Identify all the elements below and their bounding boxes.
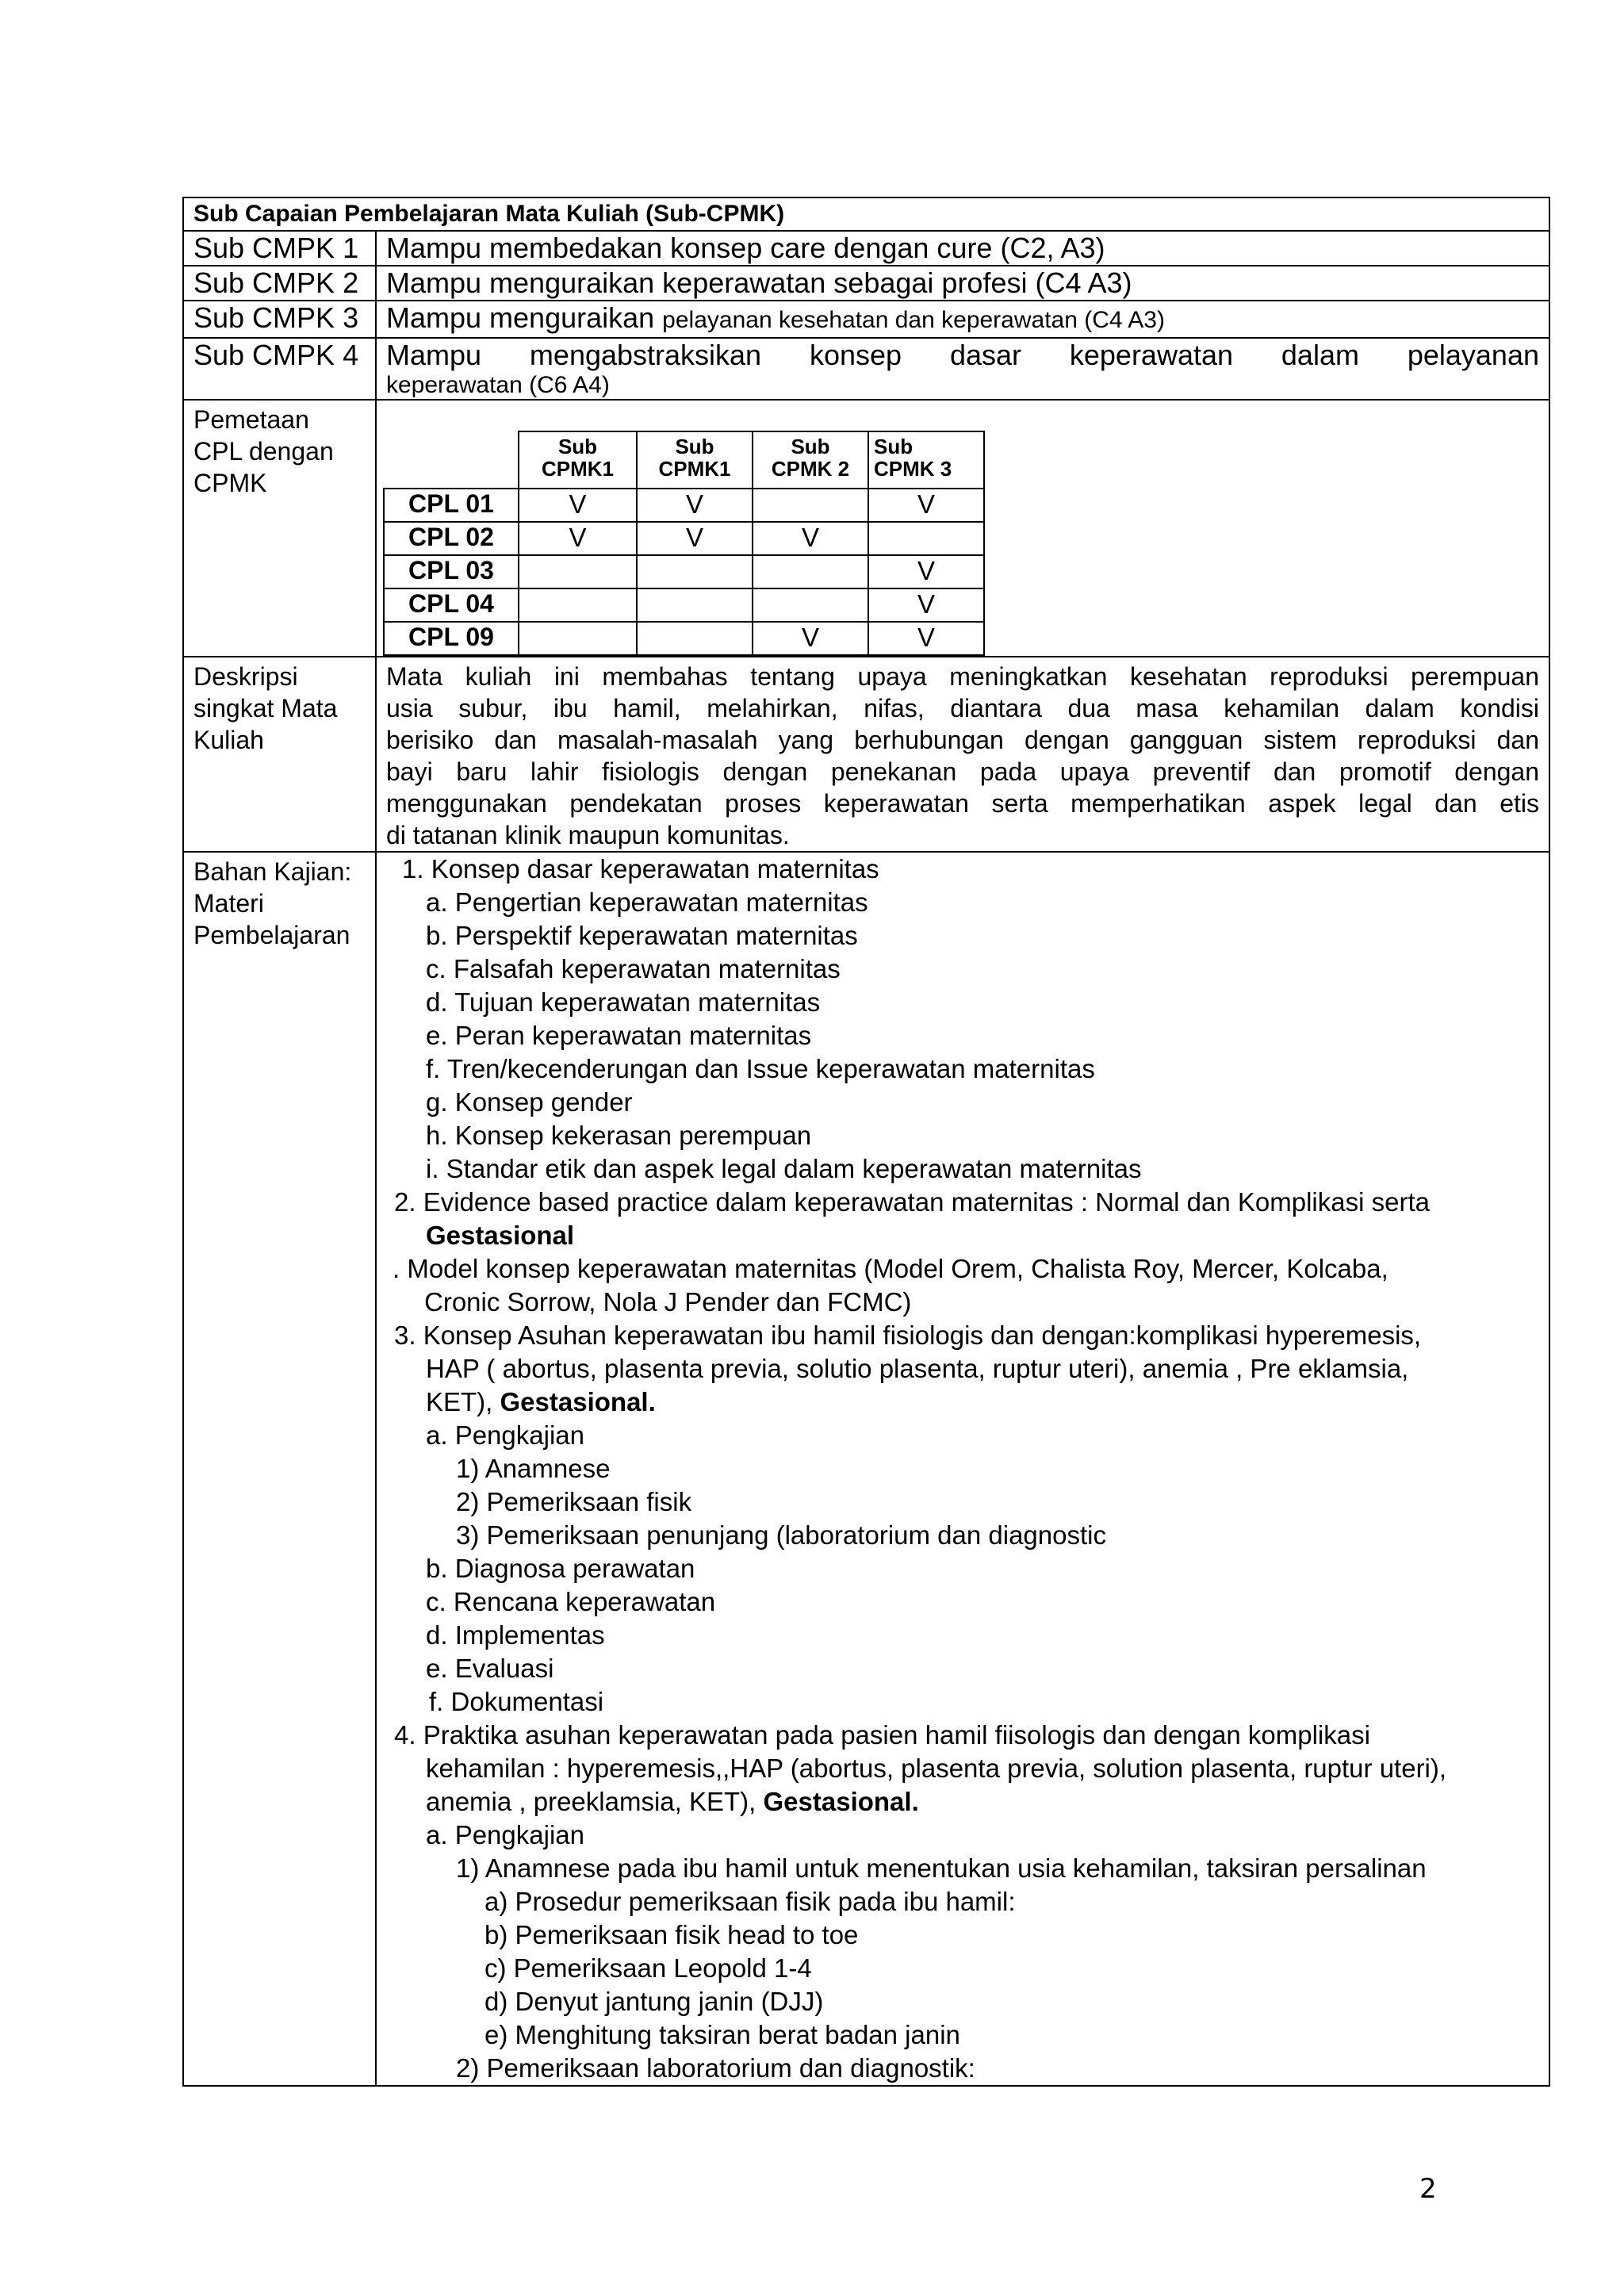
materi-item: Gestasional [426,1221,575,1250]
mapping-col-header: Sub CPMK 2 [753,431,868,489]
mapping-corner [384,431,519,489]
page-number: 2 [1419,2173,1437,2205]
materi-item: c. Rencana keperawatan [426,1587,716,1616]
desc-line: menggunakan pendekatan proses keperawatan serta memperhatikan aspek legal dan etis [386,789,1539,818]
mapping-col-header: Sub CPMK1 [637,431,753,489]
sub-cmpk-text-a: Mampu menguraikan [386,301,663,334]
rps-table [182,197,1550,2087]
sub-cmpk-row [183,338,1549,400]
materi-item: d) Denyut jantung janin (DJJ) [485,1987,824,2016]
deskripsi-text [376,657,1549,852]
materi-item: b) Pemeriksaan fisik head to toe [485,1920,859,1949]
sub-cmpk-row [183,231,1549,266]
label-line: Pembelajaran [193,921,350,949]
mapping-cell [519,622,637,655]
mapping-row [384,622,984,655]
bahan-row [183,852,1549,2086]
materi-item: Cronic Sorrow, Nola J Pender dan FCMC) [424,1287,912,1317]
materi-item: e. Evaluasi [426,1654,554,1683]
materi-item: 2) Pemeriksaan fisik [456,1487,692,1516]
mapping-cell: V [637,522,753,555]
materi-item: HAP ( abortus, plasenta previa, solutio plasenta, ruptur uteri), anemia , Pre eklamsia, [426,1354,1409,1383]
materi-item: . Model konsep keperawatan maternitas (Model Orem, Chalista Roy, Mercer, Kolcaba, [393,1254,1388,1283]
sub-cmpk-label: Sub CMPK 1 [183,231,376,266]
materi-item: a. Pengkajian [426,1420,584,1450]
materi-item: 1) Anamnese pada ibu hamil untuk menentukan usia kehamilan, taksiran persalinan [456,1853,1427,1883]
materi-item: a. Pengkajian [426,1820,584,1849]
materi-item: e) Menghitung taksiran berat badan janin [485,2020,960,2049]
materi-item: b. Diagnosa perawatan [426,1554,695,1583]
materi-item: 1) Anamnese [456,1454,611,1483]
materi-item: e. Peran keperawatan maternitas [426,1021,812,1050]
desc-line: di tatanan klinik maupun komunitas. [386,821,790,849]
label-line: singkat Mata [193,694,338,723]
materi-item: c) Pemeriksaan Leopold 1-4 [485,1953,812,1983]
cpl-label: CPL 02 [384,522,519,555]
sub-cmpk-text: Mampu membedakan konsep care dengan cure (C2, A3) [376,231,1549,266]
document-page [182,197,1550,2087]
bahan-label [183,852,376,2086]
mapping-cell: V [519,489,637,522]
mapping-cell: V [753,522,868,555]
materi-item: a. Pengertian keperawatan maternitas [426,887,868,917]
materi-item: 2. Evidence based practice dalam keperawatan maternitas : Normal dan Komplikasi serta [394,1187,1430,1217]
pemetaan-label [183,400,376,657]
mapping-row [384,588,984,622]
mapping-col-header: Sub CPMK1 [519,431,637,489]
mapping-cell: V [519,522,637,555]
mapping-cell [868,522,984,555]
mapping-cell: V [753,622,868,655]
sub-cmpk-label: Sub CMPK 3 [183,301,376,338]
materi-item: kehamilan : hyperemesis,,HAP (abortus, plasenta previa, solution plasenta, ruptur uteri), [426,1754,1447,1783]
mapping-cell [753,588,868,622]
sub-cmpk-label: Sub CMPK 2 [183,266,376,301]
materi-item: d. Tujuan keperawatan maternitas [426,987,821,1017]
mapping-cell [637,588,753,622]
materi-item: a) Prosedur pemeriksaan fisik pada ibu hamil: [485,1887,1016,1916]
mapping-row [384,522,984,555]
mapping-table [383,431,985,656]
header-row [183,197,1549,231]
materi-item: d. Implementas [426,1620,605,1650]
materi-item: 1. Konsep dasar keperawatan maternitas [402,854,879,884]
mapping-cell [637,555,753,588]
label-line: Deskripsi [193,662,298,691]
cpl-label: CPL 03 [384,555,519,588]
mapping-cell: V [868,489,984,522]
label-line: Kuliah [193,726,264,754]
pemetaan-cell [376,400,1549,657]
materi-item: 4. Praktika asuhan keperawatan pada pasien hamil fiisologis dan dengan komplikasi [394,1720,1370,1750]
mapping-cell [753,489,868,522]
sub-cmpk-text-b: keperawatan (C6 A4) [386,372,610,398]
materi-item: c. Falsafah keperawatan maternitas [426,954,841,983]
materi-item: h. Konsep kekerasan perempuan [426,1121,812,1150]
mapping-cell: V [868,555,984,588]
materi-item: f. Tren/kecenderungan dan Issue keperawatan maternitas [426,1054,1095,1083]
materi-item: g. Konsep gender [426,1087,633,1117]
mapping-cell: V [868,588,984,622]
mapping-cell [519,555,637,588]
sub-cmpk-text [376,301,1549,338]
mapping-row [384,489,984,522]
label-line: Pemetaan [193,405,309,434]
desc-line: bayi baru lahir fisiologis dengan penekanan pada upaya preventif dan promotif dengan [386,757,1539,786]
pemetaan-row [183,400,1549,657]
desc-line: usia subur, ibu hamil, melahirkan, nifas, diantara dua masa kehamilan dalam kondisi [386,694,1539,723]
mapping-cell: V [637,489,753,522]
mapping-cell [637,622,753,655]
desc-line: berisiko dan masalah-masalah yang berhubungan dengan gangguan sistem reproduksi dan [386,726,1539,754]
label-line: Materi [193,889,264,918]
sub-cmpk-text-b: pelayanan kesehatan dan keperawatan (C4 A3) [662,307,1165,333]
mapping-body [384,489,984,655]
sub-cmpk-text [376,338,1549,400]
materi-item: b. Perspektif keperawatan maternitas [426,921,858,950]
desc-line: Mata kuliah ini membahas tentang upaya meningkatkan kesehatan reproduksi perempuan [386,662,1539,691]
label-line: Bahan Kajian: [193,857,352,886]
materi-item: f. Dokumentasi [429,1687,604,1716]
sub-cmpk-text-a: Mampu mengabstraksikan konsep dasar keperawatan dalam pelayanan [386,339,1539,371]
materi-item: i. Standar etik dan aspek legal dalam keperawatan maternitas [426,1154,1142,1183]
table-header: Sub Capaian Pembelajaran Mata Kuliah (Sub-CPMK) [183,197,1549,231]
materi-item: 3. Konsep Asuhan keperawatan ibu hamil fisiologis dan dengan:komplikasi hyperemesis, [394,1320,1422,1350]
sub-cmpk-row [183,301,1549,338]
mapping-cell [753,555,868,588]
deskripsi-label [183,657,376,852]
mapping-cell [519,588,637,622]
sub-cmpk-label: Sub CMPK 4 [183,338,376,400]
materi-list [376,852,1549,2086]
materi-item: anemia , preeklamsia, KET), Gestasional. [426,1787,919,1816]
cpl-label: CPL 09 [384,622,519,655]
label-line: CPMK [193,469,267,497]
deskripsi-row [183,657,1549,852]
materi-item: 3) Pemeriksaan penunjang (laboratorium dan diagnostic [456,1520,1106,1550]
label-line: CPL dengan [193,437,334,466]
mapping-header-row [384,431,984,489]
mapping-col-header: Sub CPMK 3 [868,431,984,489]
materi-item: KET), Gestasional. [426,1387,656,1416]
sub-cmpk-row [183,266,1549,301]
cpl-label: CPL 01 [384,489,519,522]
materi-item: 2) Pemeriksaan laboratorium dan diagnostik: [456,2053,975,2083]
cpl-label: CPL 04 [384,588,519,622]
sub-cmpk-text: Mampu menguraikan keperawatan sebagai profesi (C4 A3) [376,266,1549,301]
mapping-row [384,555,984,588]
mapping-cell: V [868,622,984,655]
